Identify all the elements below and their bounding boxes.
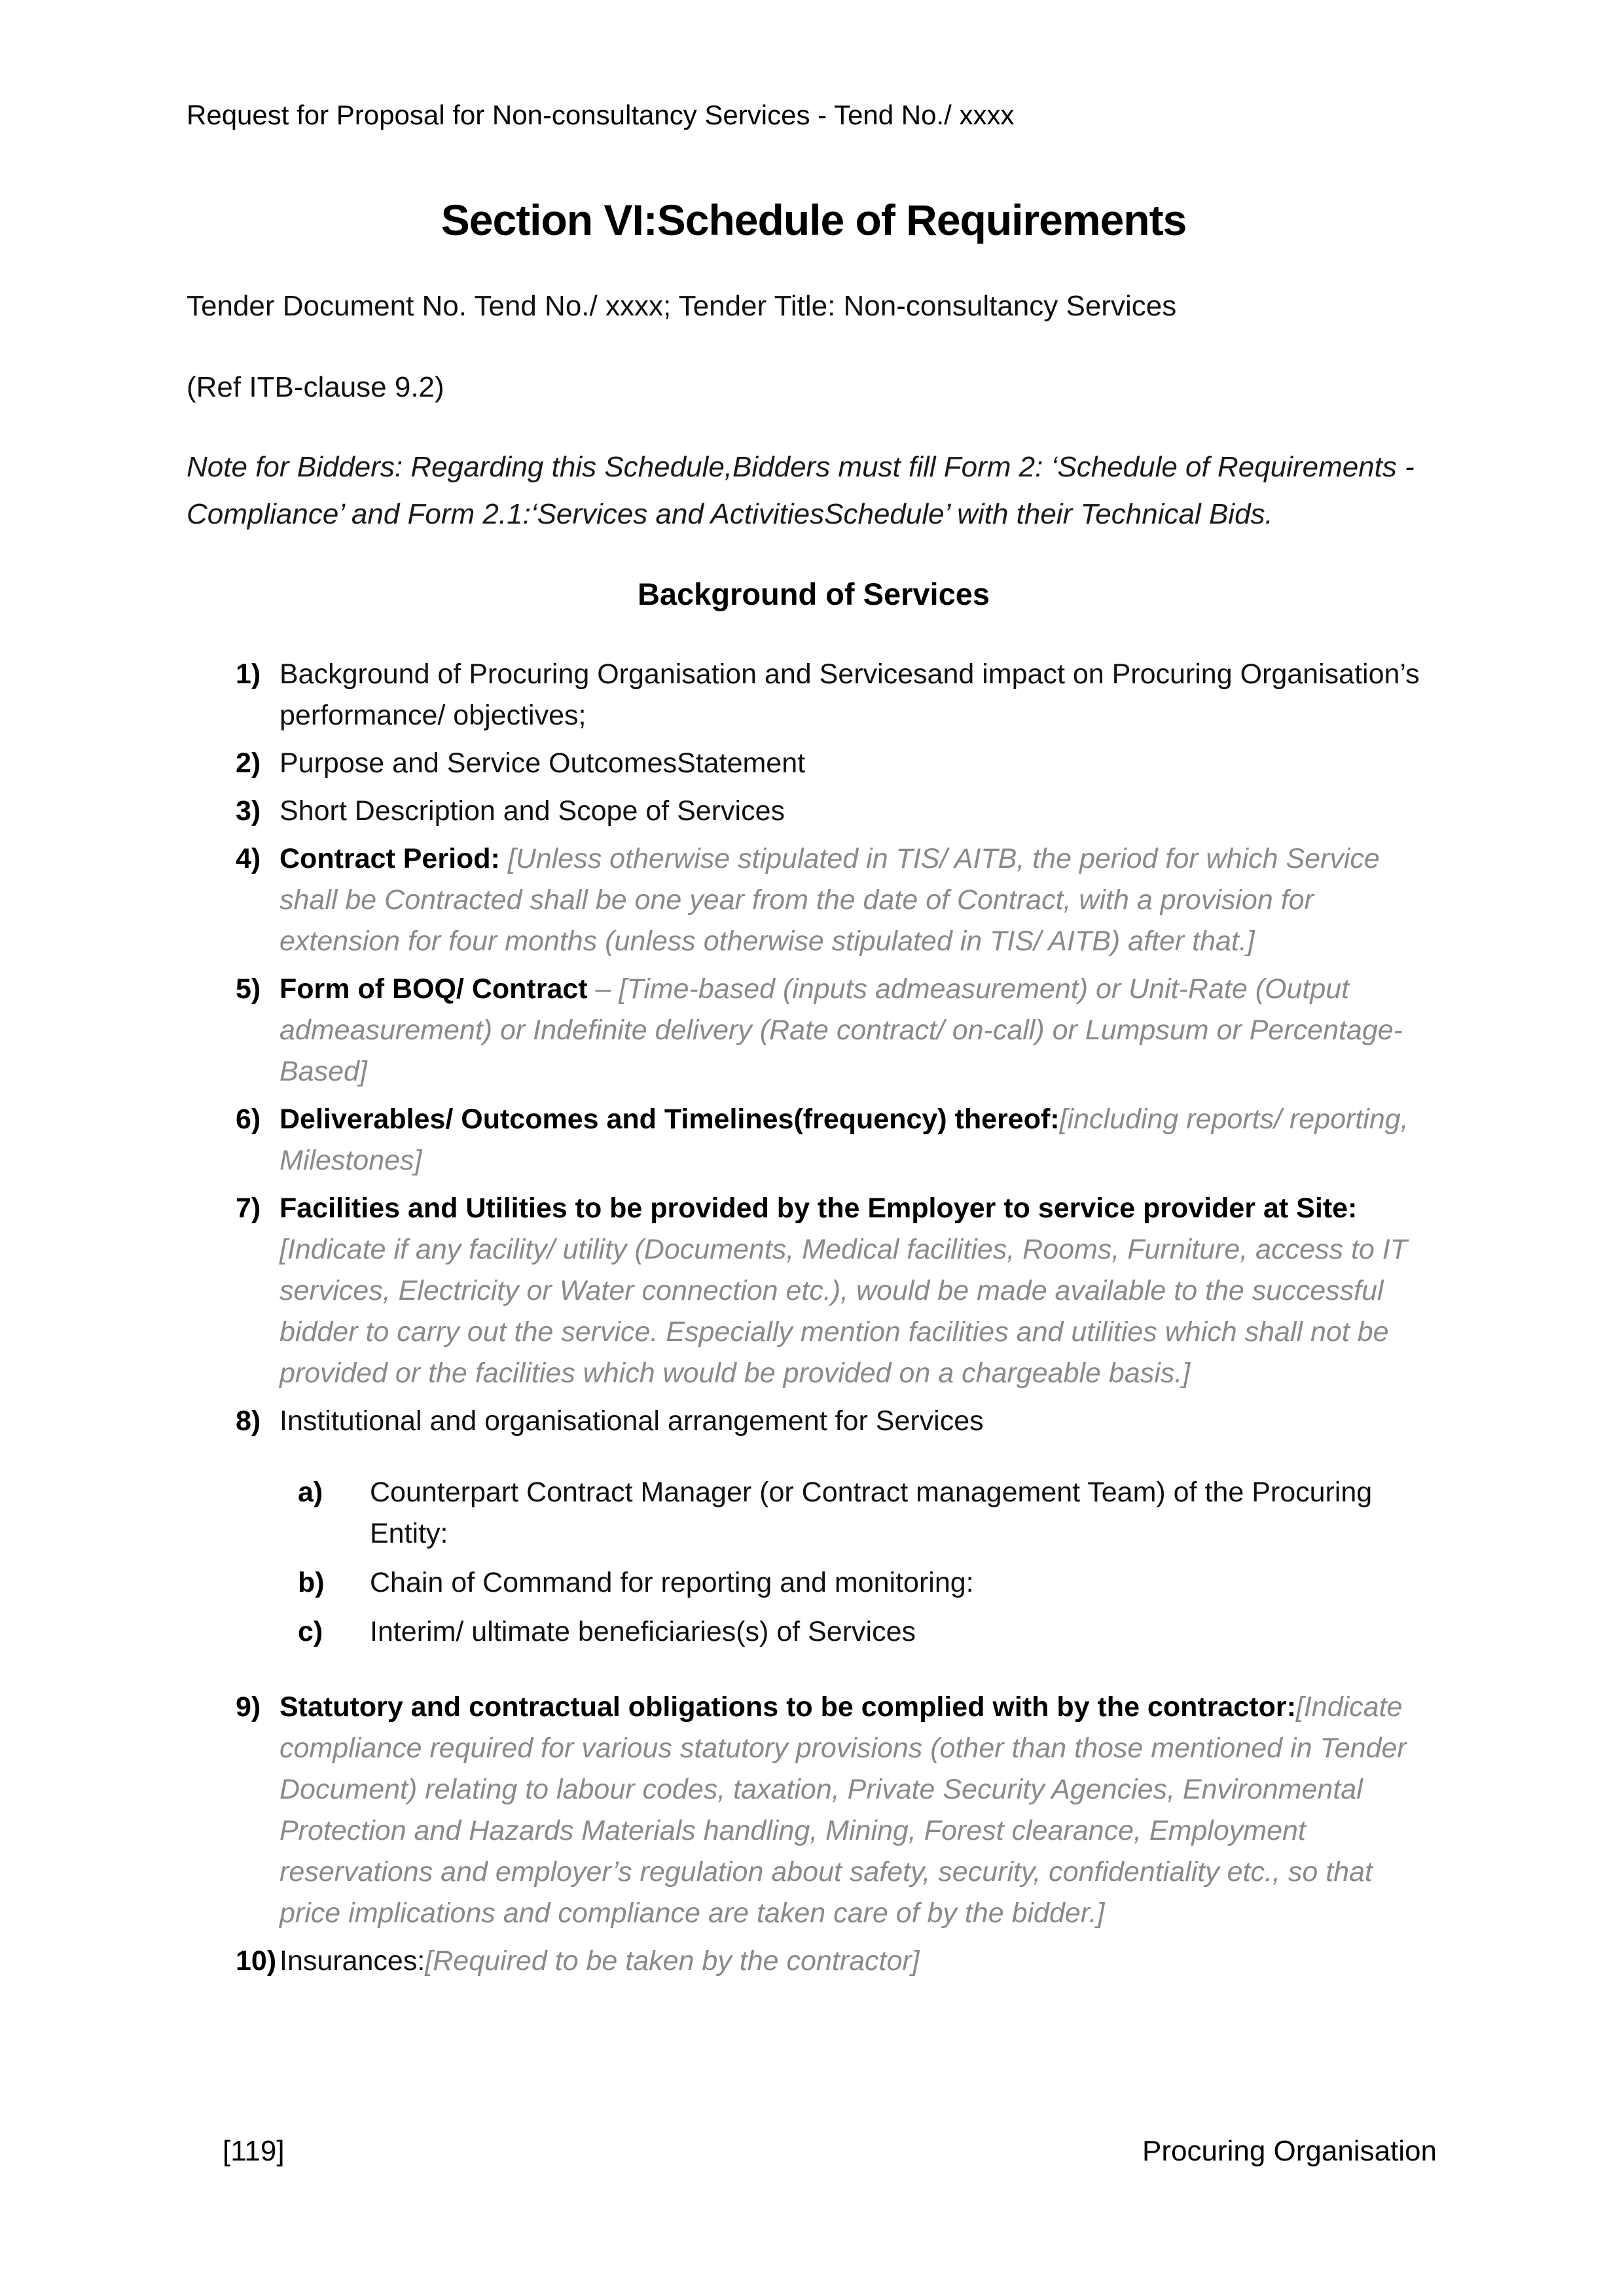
item-placeholder-text: [Indicate compliance required for various statutory provisions (other than those mentioned in Tender Document) relating to labour codes, taxation, Private Security Agencies, Environmental Protection and Hazards Materials handling, Mining, Forest clearance, Employment reservations and employer’s regulation about safety, security, confidentiality etc., so that price implications and compliance are taken care of by the bidder.] xyxy=(280,1691,1407,1929)
item-placeholder-text: [Unless otherwise stipulated in TIS/ AITB, the period for which Service shall be Contracted shall be one year from the date of Contract, with a provision for extension for four months (unless otherwise stipulated in TIS/ AITB) after that.] xyxy=(280,843,1380,957)
sub-item-letter: b) xyxy=(298,1567,325,1598)
footer-right-text: Procuring Organisation xyxy=(1142,2135,1437,2167)
list-item-4 xyxy=(236,838,1441,962)
item-text xyxy=(280,1099,1441,1181)
section-title: Section VI:Schedule of Requirements xyxy=(441,196,1187,244)
list-item-6 xyxy=(236,1099,1441,1181)
item-plain-text xyxy=(588,973,596,1005)
item-placeholder-text: [including reports/ reporting, Milestones] xyxy=(280,1103,1409,1176)
item-plain-text: Insurances: xyxy=(280,1945,425,1977)
item-plain-text: Purpose and Service OutcomesStatement xyxy=(280,747,806,779)
list-item-7 xyxy=(236,1188,1441,1394)
list-item-3 xyxy=(236,791,1441,832)
item-text xyxy=(280,791,1441,832)
item-number: 6) xyxy=(236,1103,261,1135)
sub-list-item-c xyxy=(298,1611,1441,1653)
item-text xyxy=(280,969,1441,1092)
sub-item-text: Counterpart Contract Manager (or Contract management Team) of the Procuring Entity: xyxy=(370,1477,1373,1549)
sub-item-text: Chain of Command for reporting and monitoring: xyxy=(370,1567,974,1598)
sub-list-item-b xyxy=(298,1562,1441,1604)
list-item-9 xyxy=(236,1687,1441,1934)
background-heading: Background of Services xyxy=(637,577,990,611)
item-label-bold: Statutory and contractual obligations to be complied with by the contractor: xyxy=(280,1691,1296,1723)
running-header: Request for Proposal for Non-consultancy Services - Tend No./ xxxx xyxy=(187,99,1015,130)
item-number: 5) xyxy=(236,973,261,1005)
bidder-note: Note for Bidders: Regarding this Schedule,Bidders must fill Form 2: ‘Schedule of Requirements - Compliance’ and Form 2.1:‘Services and ActivitiesSchedule’ with their Technical Bids. xyxy=(187,451,1415,530)
sub-item-text: Interim/ ultimate beneficiaries(s) of Services xyxy=(370,1616,916,1647)
item-number: 8) xyxy=(236,1405,261,1437)
item-label-bold: Form of BOQ/ Contract xyxy=(280,973,588,1005)
sub-list xyxy=(298,1472,1441,1653)
item-number: 9) xyxy=(236,1691,261,1723)
item-number: 2) xyxy=(236,747,261,779)
page-footer xyxy=(223,2135,1437,2168)
item-number: 1) xyxy=(236,658,261,690)
item-label-bold: Contract Period: xyxy=(280,843,500,874)
item-placeholder-text: – [Time-based (inputs admeasurement) or Unit-Rate (Output admeasurement) or Indefinite delivery (Rate contract/ on-call) or Lumpsum or Percentage-Based] xyxy=(280,973,1403,1087)
page-number: [119] xyxy=(223,2135,285,2167)
item-number: 10) xyxy=(236,1945,277,1977)
item-placeholder-text: [Required to be taken by the contractor] xyxy=(425,1945,920,1977)
item-text xyxy=(280,654,1441,736)
list-item-8 xyxy=(236,1401,1441,1442)
item-text xyxy=(280,1687,1441,1934)
item-number: 7) xyxy=(236,1193,261,1224)
sub-list-item-a xyxy=(298,1472,1441,1554)
item-text xyxy=(280,1941,1441,1982)
sub-item-letter: c) xyxy=(298,1616,323,1647)
ref-clause-line: (Ref ITB-clause 9.2) xyxy=(187,371,444,403)
item-text xyxy=(280,1188,1441,1394)
item-label-bold: Facilities and Utilities to be provided by the Employer to service provider at Site: xyxy=(280,1193,1358,1224)
item-placeholder-text: [Indicate if any facility/ utility (Documents, Medical facilities, Rooms, Furniture, access to IT services, Electricity or Water connection etc.), would be made available to the successful bidder to carry out the service. Especially mention facilities and utilities which shall not be provided or the facilities which would be provided on a chargeable basis.] xyxy=(280,1234,1407,1389)
requirements-list xyxy=(187,654,1441,1982)
item-text xyxy=(280,743,1441,784)
tender-line: Tender Document No. Tend No./ xxxx; Tender Title: Non-consultancy Services xyxy=(187,290,1177,322)
item-text xyxy=(280,1401,1441,1442)
list-item-5 xyxy=(236,969,1441,1092)
list-item-1 xyxy=(236,654,1441,736)
item-plain-text: Background of Procuring Organisation and Servicesand impact on Procuring Organisation’s performance/ objectives; xyxy=(280,658,1420,731)
item-number: 3) xyxy=(236,795,261,827)
list-item-10 xyxy=(236,1941,1441,1982)
item-text xyxy=(280,838,1441,962)
item-number: 4) xyxy=(236,843,261,874)
item-plain-text: Short Description and Scope of Services xyxy=(280,795,785,827)
item-label-bold: Deliverables/ Outcomes and Timelines(frequency) thereof: xyxy=(280,1103,1060,1135)
item-plain-text xyxy=(500,843,508,874)
sub-item-letter: a) xyxy=(298,1477,323,1508)
page-content xyxy=(187,0,1441,1988)
list-item-2 xyxy=(236,743,1441,784)
item-plain-text: Institutional and organisational arrangement for Services xyxy=(280,1405,984,1437)
